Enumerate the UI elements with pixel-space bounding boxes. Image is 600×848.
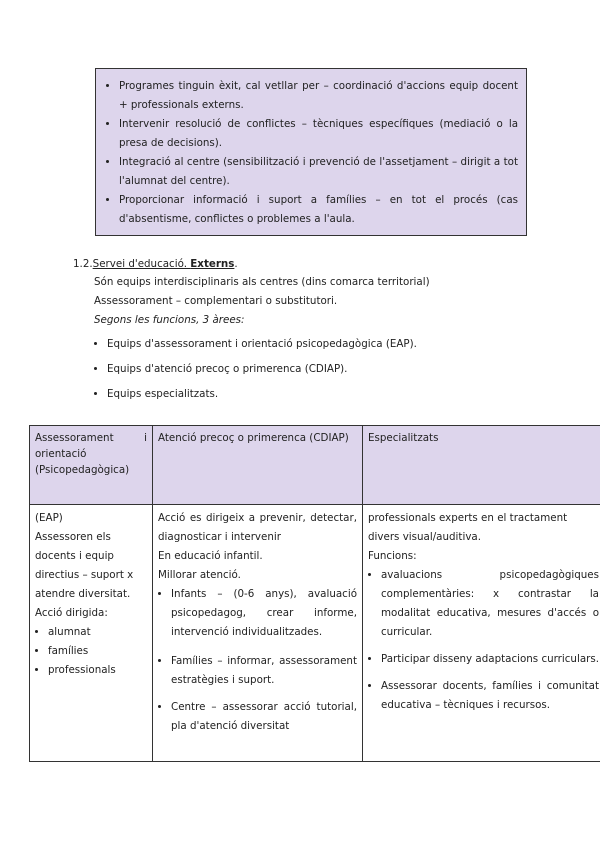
table-cell-cdiap (153, 505, 363, 762)
cell-bullet: • Centre – assessorar acció tutorial, pla d'atenció diversitat (171, 698, 357, 736)
section-title-bold: Externs (190, 258, 235, 270)
section-title (73, 256, 533, 273)
section-1-2 (73, 256, 533, 407)
summary-item: • Intervenir resolució de conflictes – tècniques específiques (mediació o la presa de decisions). (119, 115, 518, 153)
cell-bullet: • Infants – (0-6 anys), avaluació psicopedagog, crear informe, intervenció individualitzades. (171, 585, 357, 642)
table-cell-specialized (363, 505, 600, 762)
summary-item: • Integració al centre (sensibilització i prevenció de l'assetjament – dirigit a tot l'alumnat del centre). (119, 153, 518, 191)
section-line: Segons les funcions, 3 àrees: (94, 314, 245, 326)
cell-bullet: • avaluacions psicopedagògiques complementàries: x contrastar la modalitat educativa, mesures d'accés o curricular. (381, 566, 599, 642)
services-table (29, 425, 600, 762)
cell-list (368, 566, 599, 715)
cell-list (158, 585, 357, 736)
cell-line: Funcions: (368, 550, 417, 562)
cell-line: Acció es dirigeix a prevenir, detectar, diagnosticar i intervenir (158, 512, 357, 543)
section-bullet: • Equips d'atenció precoç o primerenca (CDIAP). (107, 357, 533, 382)
section-bullet: • Equips d'assessorament i orientació psicopedagògica (EAP). (107, 332, 533, 357)
table-header: Especialitzats (363, 426, 600, 505)
section-number: 1.2. (73, 258, 93, 270)
table-cell-eap (30, 505, 153, 762)
table-row (30, 505, 600, 762)
cell-bullet: • Assessorar docents, famílies i comunitat educativa – tècniques i recursos. (381, 677, 599, 715)
section-body (73, 273, 533, 407)
section-bullet: • Equips especialitzats. (107, 382, 533, 407)
cell-bullet: • alumnat (48, 623, 147, 642)
section-bullets (94, 332, 533, 407)
section-title-end: . (234, 258, 238, 270)
cell-list (35, 623, 147, 680)
table-header: Atenció precoç o primerenca (CDIAP) (153, 426, 363, 505)
section-line: Assessorament – complementari o substitutori. (94, 295, 338, 307)
table-header-row (30, 426, 600, 505)
summary-item: • Programes tinguin èxit, cal vetllar per – coordinació d'accions equip docent + professionals externs. (119, 77, 518, 115)
cell-bullet: • Famílies – informar, assessorament estratègies i suport. (171, 652, 357, 690)
cell-line: Acció dirigida: (35, 607, 108, 619)
cell-line: (EAP) (35, 512, 63, 524)
section-title-text: Servei d'educació. Externs (92, 258, 235, 270)
summary-item: • Proporcionar informació i suport a famílies – en tot el procés (cas d'absentisme, conflictes o problemes a l'aula. (119, 191, 518, 229)
cell-line: professionals experts en el tractament divers visual/auditiva. (368, 512, 568, 543)
summary-box (95, 68, 527, 236)
section-line: Són equips interdisciplinaris als centres (dins comarca territorial) (94, 276, 430, 288)
cell-line: Millorar atenció. (158, 569, 241, 581)
cell-bullet: • famílies (48, 642, 147, 661)
cell-line: Assessoren els docents i equip directius – suport x atendre diversitat. (35, 531, 134, 600)
cell-bullet: • Participar disseny adaptacions curriculars. (381, 650, 599, 669)
table-header: Assessorament i orientació (Psicopedagògica) (30, 426, 153, 505)
cell-line: En educació infantil. (158, 550, 263, 562)
summary-list (102, 77, 518, 229)
cell-bullet: • professionals (48, 661, 147, 680)
